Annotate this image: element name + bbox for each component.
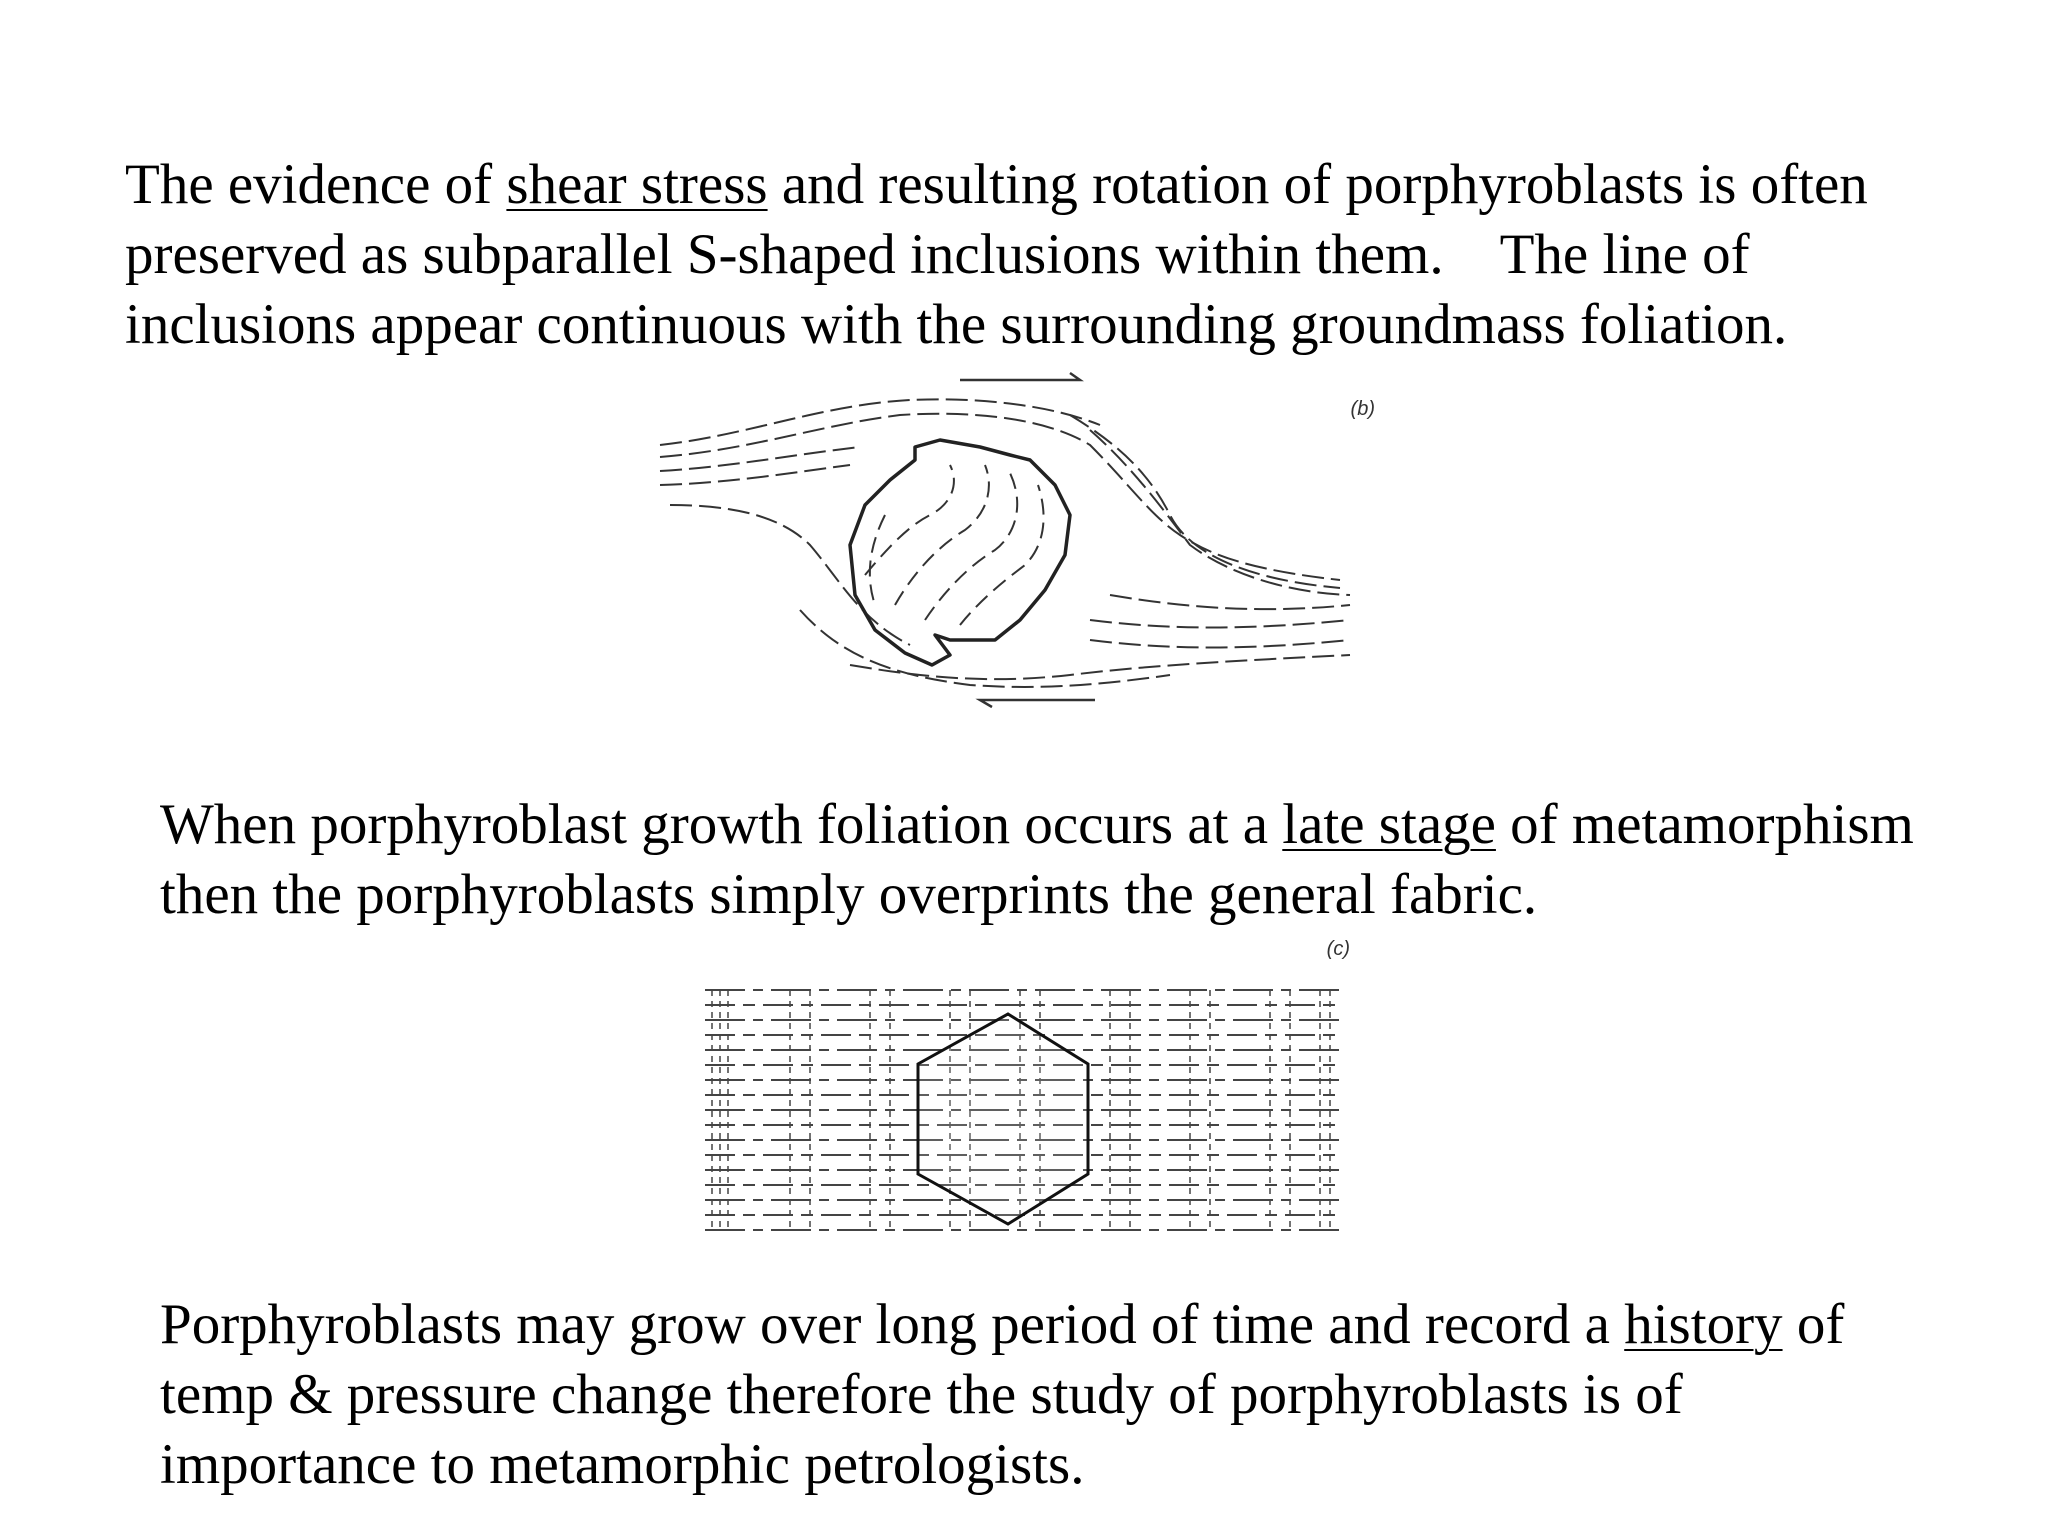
p3-line3: importance to metamorphic petrologists.	[160, 1433, 1085, 1496]
p1-after: and resulting rotation of porphyroblasts is often	[767, 153, 1868, 216]
p3-before: Porphyroblasts may grow over long period of time and record a	[160, 1293, 1625, 1356]
p2-before: When porphyroblast growth foliation occurs at a	[160, 793, 1283, 856]
paragraph-history	[160, 1290, 1844, 1500]
figure-b-rotated-porphyroblast	[650, 355, 1400, 730]
p2-after: of metamorphism	[1495, 793, 1914, 856]
internal-inclusion-trails	[865, 465, 1044, 625]
p2-underlined-term: late stage	[1282, 793, 1496, 856]
figure-c-label: (c)	[1326, 938, 1350, 960]
figure-c-overprinting-porphyroblast	[690, 930, 1380, 1250]
p1-before: The evidence of	[125, 153, 507, 216]
paragraph-late-stage	[160, 790, 1914, 930]
external-foliation	[660, 399, 1350, 687]
p3-after: of	[1782, 1293, 1845, 1356]
p3-line2: temp & pressure change therefore the study of porphyroblasts is of	[160, 1363, 1683, 1426]
figure-b-label: (b)	[1350, 398, 1375, 420]
p1-line3: inclusions appear continuous with the surrounding groundmass foliation.	[125, 293, 1788, 356]
p1-line2: preserved as subparallel S-shaped inclusions within them. The line of	[125, 223, 1750, 286]
p2-line2: then the porphyroblasts simply overprints the general fabric.	[160, 863, 1538, 926]
shear-arrow-bottom	[980, 700, 1095, 707]
p3-underlined-term: history	[1624, 1293, 1783, 1356]
porphyroblast-outline	[850, 440, 1070, 665]
hexagonal-porphyroblast	[918, 1014, 1088, 1224]
p1-underlined-term: shear stress	[506, 153, 768, 216]
paragraph-shear-stress	[125, 150, 1868, 360]
shear-arrow-top	[960, 373, 1080, 380]
